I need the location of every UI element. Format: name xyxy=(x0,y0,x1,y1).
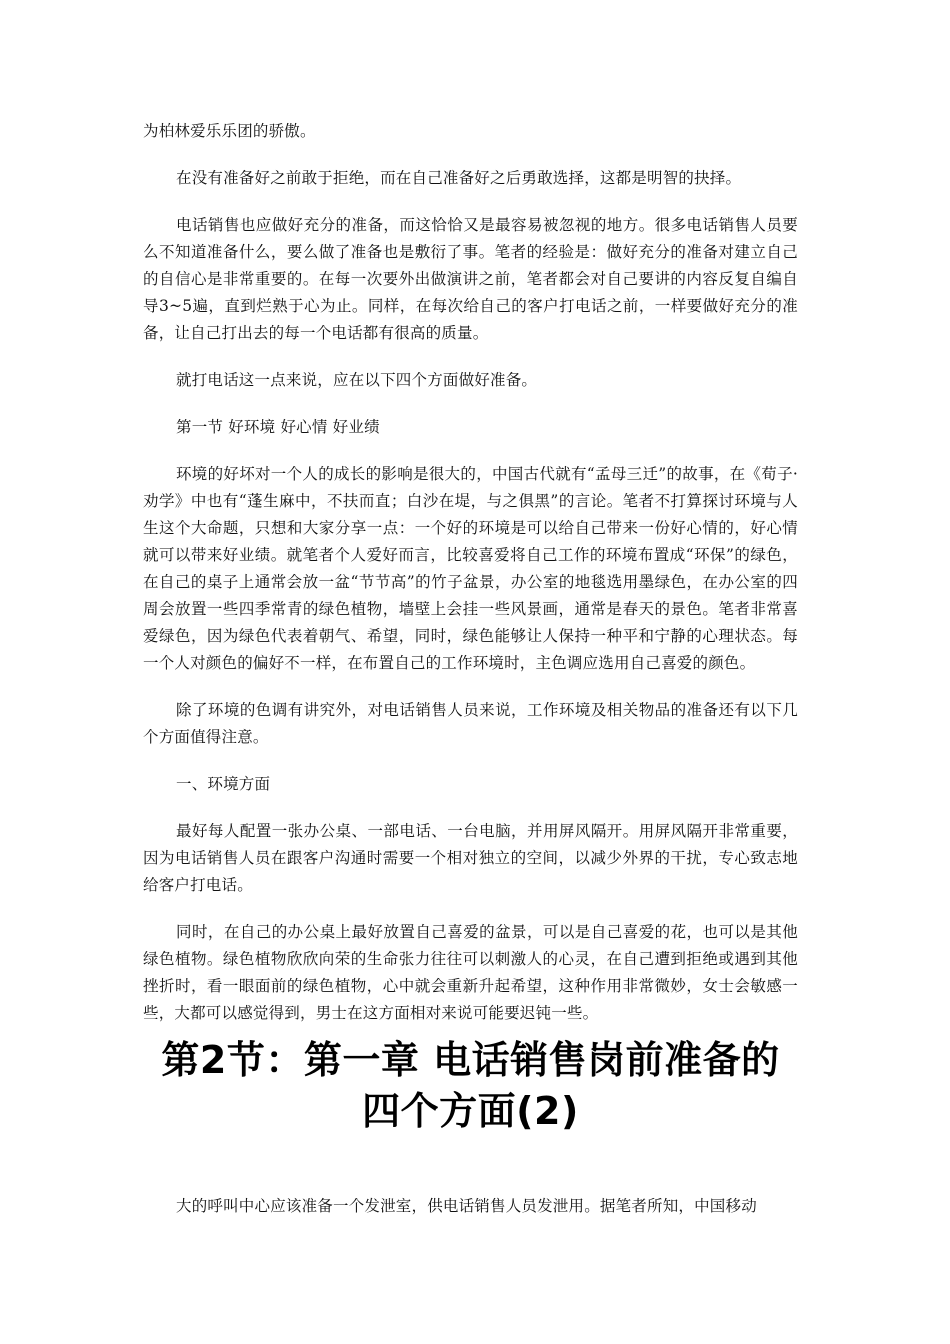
paragraph-environment: 环境的好坏对一个人的成长的影响是很大的，中国古代就有“孟母三迁”的故事，在《荀子·劝学》中也有“蓬生麻中，不扶而直；白沙在堤，与之俱黑”的言论。笔者不打算探讨环境与人生这个大命题，只想和大家分享一点：一个好的环境是可以给自己带来一份好心情的，好心情就可以带来好业绩。就笔者个人爱好而言，比较喜爱将自己工作的环境布置成“环保”的绿色，在自己的桌子上通常会放一盆“节节高”的竹子盆景，办公室的地毯选用墨绿色，在办公室的四周会放置一些四季常青的绿色植物，墙壁上会挂一些风景画，通常是春天的景色。笔者非常喜爱绿色，因为绿色代表着朝气、希望，同时，绿色能够让人保持一种平和宁静的心理状态。每一个人对颜色的偏好不一样，在布置自己的工作环境时，主色调应选用自己喜爱的颜色。 xyxy=(143,465,798,672)
document-page xyxy=(143,118,798,1220)
paragraph-desk-setup: 最好每人配置一张办公桌、一部电话、一台电脑，并用屏风隔开。用屏风隔开非常重要，因为电话销售人员在跟客户沟通时需要一个相对独立的空间，以减少外界的干扰，专心致志地给客户打电话。 xyxy=(143,822,798,894)
paragraph-green-plants: 同时，在自己的办公桌上最好放置自己喜爱的盆景，可以是自己喜爱的花，也可以是其他绿色植物。绿色植物欣欣向荣的生命张力往往可以刺激人的心灵，在自己遭到拒绝或遇到其他挫折时，看一眼面前的绿色植物，心中就会重新升起希望，这种作用非常微妙，女士会敏感一些，大都可以感觉得到，男士在这方面相对来说可能要迟钝一些。 xyxy=(143,923,798,1022)
paragraph-preparation: 电话销售也应做好充分的准备，而这恰恰又是最容易被忽视的地方。很多电话销售人员要么不知道准备什么，要么做了准备也是敷衍了事。笔者的经验是：做好充分的准备对建立自己的自信心是非常重要的。在每一次要外出做演讲之前，笔者都会对自己要讲的内容反复自编自导3~5遍，直到烂熟于心为止。同样，在每次给自己的客户打电话之前，一样要做好充分的准备，让自己打出去的每一个电话都有很高的质量。 xyxy=(143,216,798,342)
paragraph-refuse-choose: 在没有准备好之前敢于拒绝，而在自己准备好之后勇敢选择，这都是明智的抉择。 xyxy=(176,169,742,187)
paragraph-venting-room: 大的呼叫中心应该准备一个发泄室，供电话销售人员发泄用。据笔者所知，中国移动 xyxy=(176,1197,757,1215)
section-title-first: 第一节 好环境 好心情 好业绩 xyxy=(176,418,380,436)
paragraph-four-aspects: 就打电话这一点来说，应在以下四个方面做好准备。 xyxy=(176,371,538,389)
subsection-title-environment: 一、环境方面 xyxy=(176,775,271,793)
chapter-heading: 第2节：第一章 电话销售岗前准备的四个方面(2) xyxy=(161,1038,780,1133)
paragraph-continuation: 为柏林爱乐乐团的骄傲。 xyxy=(143,122,316,140)
paragraph-other-aspects: 除了环境的色调有讲究外，对电话销售人员来说，工作环境及相关物品的准备还有以下几个方面值得注意。 xyxy=(143,701,798,746)
